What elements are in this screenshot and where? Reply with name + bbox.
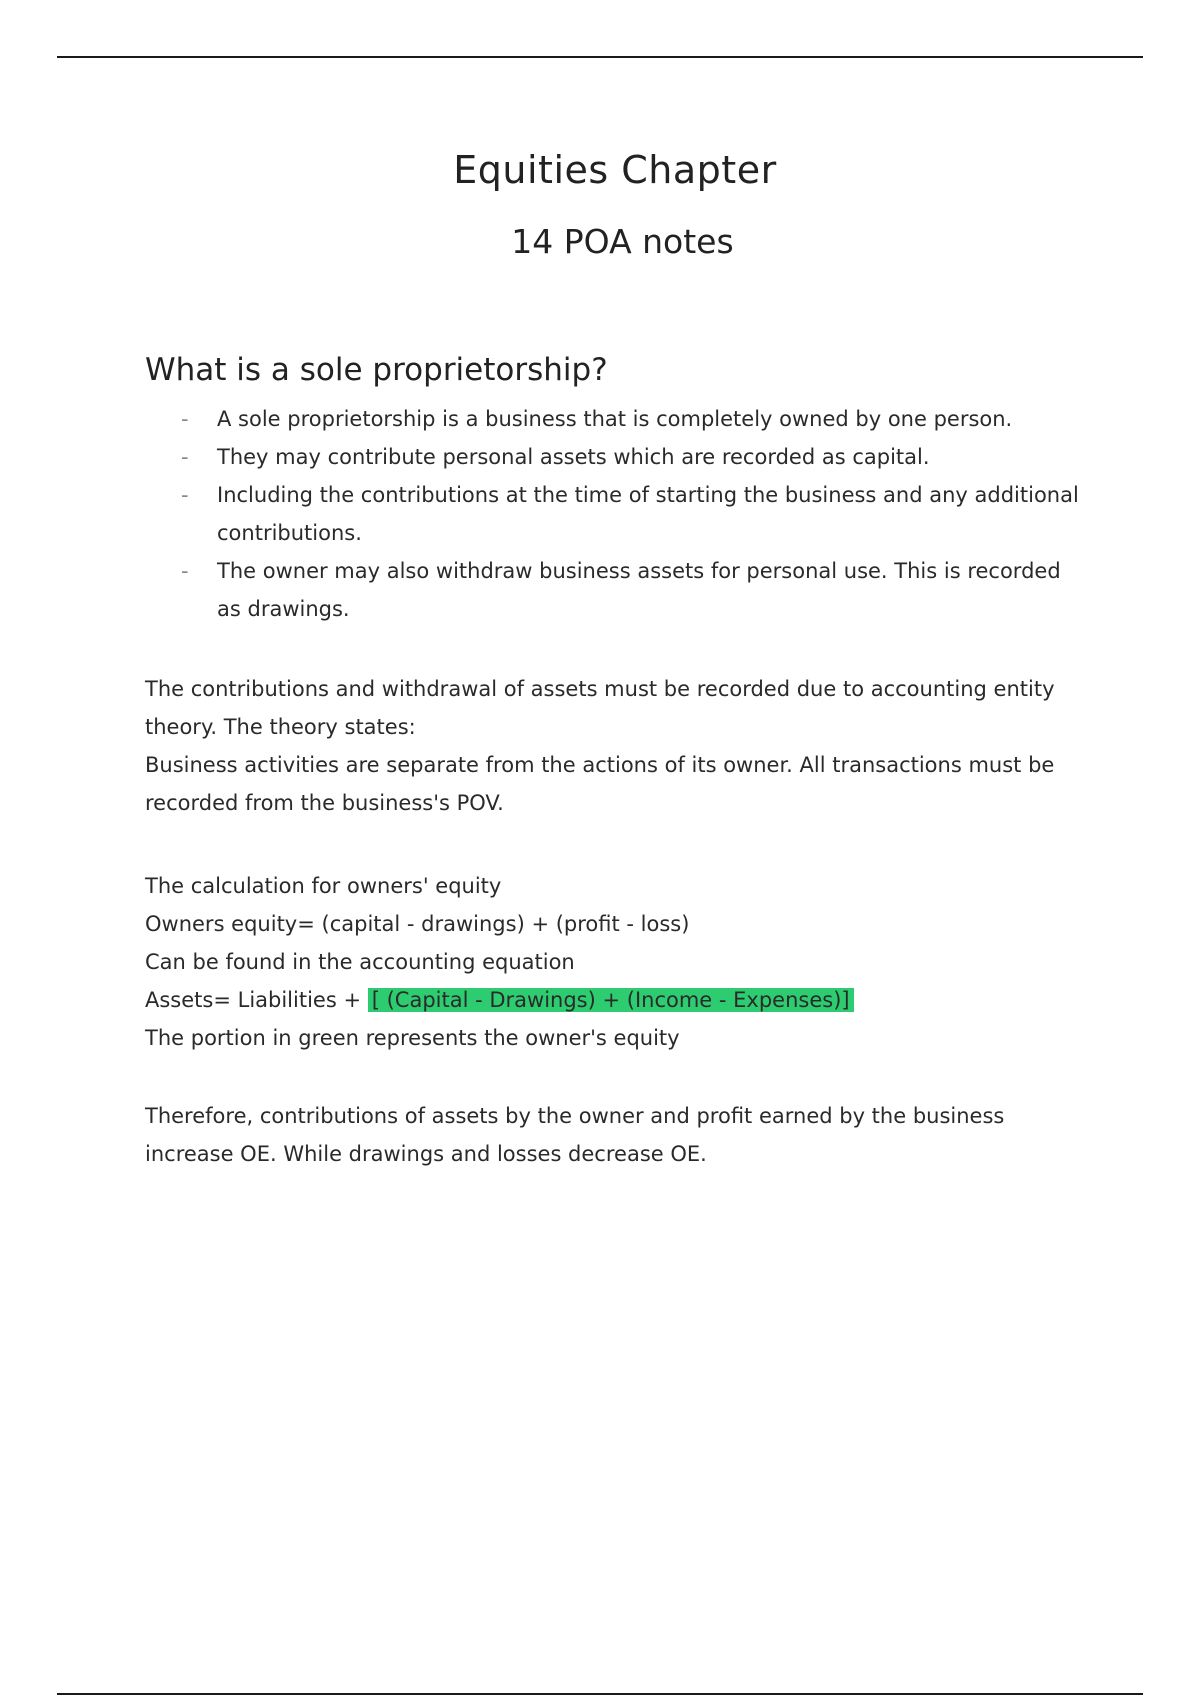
paragraph-line: Therefore, contributions of assets by the owner and profit earned by the business increase OE. While drawings and losses decrease OE. bbox=[145, 1104, 1005, 1166]
list-item bbox=[145, 400, 1085, 438]
bullet-marker: - bbox=[181, 483, 189, 507]
bullet-marker: - bbox=[181, 559, 189, 583]
paragraph-line: Business activities are separate from the actions of its owner. All transactions must be recorded from the business's POV. bbox=[145, 753, 1055, 815]
bullet-marker: - bbox=[181, 445, 189, 469]
paragraph-line: Can be found in the accounting equation bbox=[145, 950, 575, 974]
list-item bbox=[145, 552, 1085, 628]
paragraph-line: The portion in green represents the owner's equity bbox=[145, 1026, 680, 1050]
paragraph-line: Owners equity= (capital - drawings) + (profit - loss) bbox=[145, 912, 690, 936]
bullet-list bbox=[145, 400, 1085, 628]
bottom-rule bbox=[57, 1693, 1143, 1695]
entity-theory-paragraph bbox=[145, 670, 1085, 822]
bullet-text: The owner may also withdraw business assets for personal use. This is recorded as drawings. bbox=[217, 559, 1061, 621]
section-heading: What is a sole proprietorship? bbox=[145, 352, 608, 388]
accounting-equation-line bbox=[145, 981, 1085, 1019]
paragraph-line: The calculation for owners' equity bbox=[145, 874, 502, 898]
bullet-text: Including the contributions at the time of starting the business and any additional contributions. bbox=[217, 483, 1079, 545]
bullet-text: A sole proprietorship is a business that is completely owned by one person. bbox=[217, 407, 1013, 431]
top-rule bbox=[57, 56, 1143, 58]
bullet-marker: - bbox=[181, 407, 189, 431]
equation-prefix: Assets= Liabilities + bbox=[145, 988, 368, 1012]
equity-highlight: [ (Capital - Drawings) + (Income - Expenses)] bbox=[368, 988, 854, 1012]
paragraph-line: The contributions and withdrawal of assets must be recorded due to accounting entity theory. The theory states: bbox=[145, 677, 1055, 739]
page-title: Equities Chapter bbox=[453, 148, 777, 192]
bullet-text: They may contribute personal assets which are recorded as capital. bbox=[217, 445, 930, 469]
list-item bbox=[145, 476, 1085, 552]
list-item bbox=[145, 438, 1085, 476]
conclusion-paragraph bbox=[145, 1097, 1085, 1173]
owners-equity-paragraph bbox=[145, 867, 1085, 1057]
page-subtitle: 14 POA notes bbox=[511, 222, 734, 261]
